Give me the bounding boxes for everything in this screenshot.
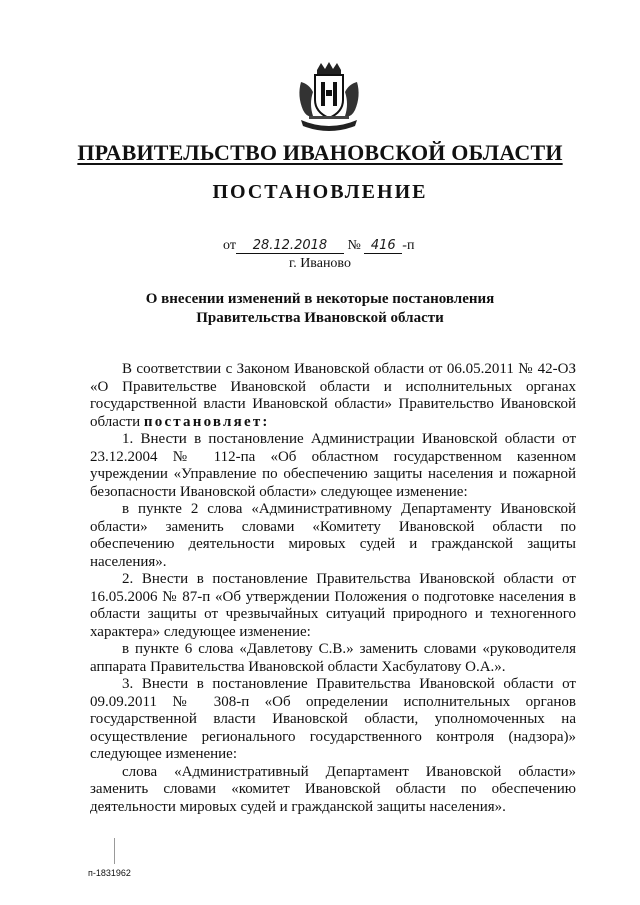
item-2-detail-paragraph: в пункте 6 слова «Давлетову С.В.» заменить словами «руководителя аппарата Правительства Ивановской области Хасбулатову О.А.». (90, 641, 576, 675)
item-1-paragraph: 1. Внести в постановление Администрации Ивановской области от 23.12.2004 № 112-па «Об областном государственном казенном учреждении «Управление по обеспечению защиты населения и пожарной безопасности Ивановской области» следующее изменение: (90, 431, 576, 500)
coat-of-arms-emblem (295, 60, 363, 134)
resolves-word: постановляет: (143, 413, 270, 430)
government-title: ПРАВИТЕЛЬСТВО ИВАНОВСКОЙ ОБЛАСТИ (77, 140, 563, 165)
date-number-line (223, 238, 414, 254)
subject-line-2: Правительства Ивановской области (196, 310, 444, 326)
from-label: от (223, 238, 236, 253)
document-date: 28.12.2018 (236, 239, 344, 254)
document-type-title: ПОСТАНОВЛЕНИЕ (212, 181, 428, 203)
item-3-paragraph: 3. Внести в постановление Правительства Ивановской области от 09.09.2011 № 308-п «Об определении исполнительных органов государственной власти Ивановской области, уполномоченных на осуществление регионального государственного контроля (надзора)» следующее изменение: (90, 676, 576, 762)
item-3-detail-paragraph: слова «Административный Департамент Ивановской области» заменить словами «комитет Ивановской области по обеспечению деятельности мировых судей и гражданской защиты населения». (90, 763, 576, 815)
number-label: № (347, 238, 361, 253)
number-suffix: -п (402, 238, 415, 253)
preamble-paragraph (90, 361, 576, 431)
document-body (90, 361, 576, 816)
subject-line-1: О внесении изменений в некоторые постановления (145, 291, 495, 307)
preamble-text: В соответствии с Законом Ивановской области от 06.05.2011 № 42-ОЗ «О Правительстве Ивановской области и исполнительных органах государственной власти Ивановской области» Правительство Ивановской области (90, 361, 576, 430)
item-2-paragraph: 2. Внести в постановление Правительства Ивановской области от 16.05.2006 № 87-п «Об утверждении Положения о подготовке населения в области защиты от чрезвычайных ситуаций природного и техногенного характера» следующее изменение: (90, 571, 576, 640)
document-subject (90, 290, 550, 328)
document-number: 416 (364, 239, 402, 254)
item-1-detail-paragraph: в пункте 2 слова «Административному Департаменту Ивановской области» заменить словами «Комитету Ивановской области по обеспечению деятельности мировых судей и гражданской защиты населения». (90, 501, 576, 570)
city-name: г. Иваново (289, 256, 351, 271)
scan-artifact-line (114, 838, 115, 864)
document-footer-code: п-1831962 (88, 868, 131, 878)
